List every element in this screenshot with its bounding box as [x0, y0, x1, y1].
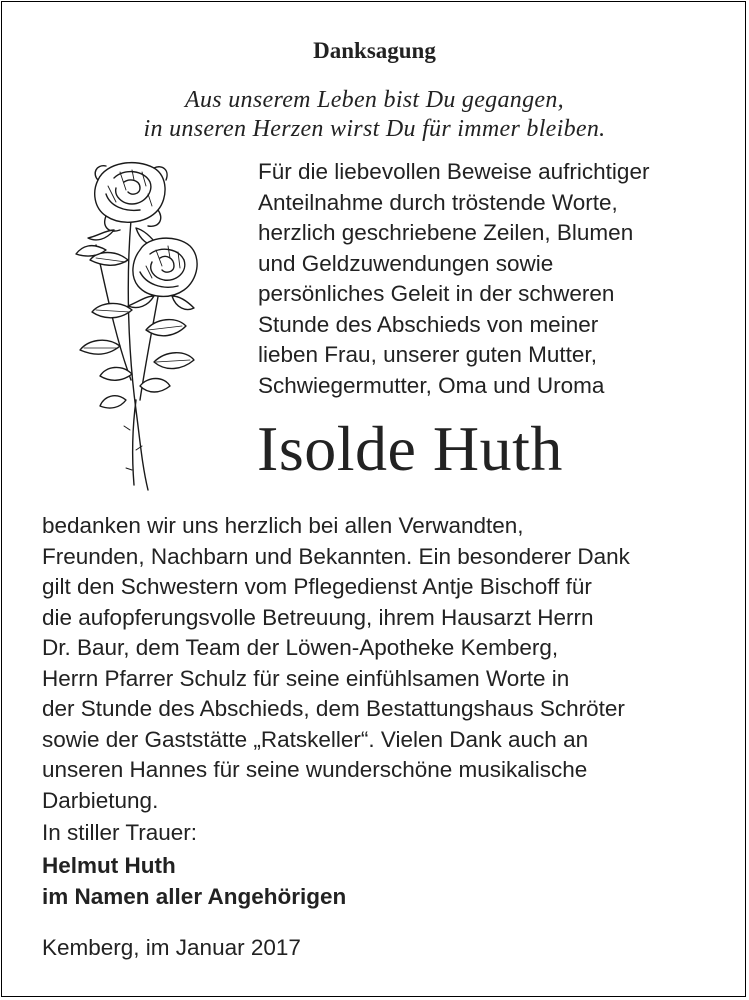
intro-line: Schwiegermutter, Oma und Uroma [258, 372, 605, 398]
intro-paragraph [258, 157, 728, 401]
body-line: Freunden, Nachbarn und Bekannten. Ein besonderer Dank [42, 543, 630, 569]
intro-line: Anteilnahme durch tröstende Worte, [258, 189, 618, 215]
rose-illustration [36, 150, 206, 495]
intro-line: Stunde des Abschieds von meiner [258, 311, 599, 337]
body-line: sowie der Gaststätte „Ratskeller“. Vielen Dank auch an [42, 726, 589, 752]
signature-name: Helmut Huth [42, 853, 176, 878]
notice-heading: Danksagung [313, 38, 436, 63]
motto-line-2: in unseren Herzen wirst Du für immer bleiben. [143, 116, 606, 142]
place-date: Kemberg, im Januar 2017 [42, 935, 301, 960]
intro-line: persönliches Geleit in der schweren [258, 281, 615, 306]
body-line: unseren Hannes für seine wunderschöne musikalische [42, 757, 588, 782]
motto-line-1: Aus unserem Leben bist Du gegangen, [185, 87, 564, 113]
intro-line: Für die liebevollen Beweise aufrichtiger [258, 159, 650, 184]
body-line: die aufopferungsvolle Betreuung, ihrem Hausarzt Herrn [42, 604, 594, 630]
body-line: der Stunde des Abschieds, dem Bestattungshaus Schröter [42, 696, 625, 721]
signature-on-behalf: im Namen aller Angehörigen [42, 884, 347, 909]
intro-line: lieben Frau, unserer guten Mutter, [258, 342, 597, 367]
body-line: gilt den Schwestern vom Pflegedienst Antje Bischoff für [42, 574, 592, 599]
body-line: bedanken wir uns herzlich bei allen Verwandten, [42, 513, 524, 538]
body-line: Darbietung. [42, 787, 159, 813]
body-line: Dr. Baur, dem Team der Löwen-Apotheke Kemberg, [42, 635, 559, 660]
thanks-paragraph [42, 511, 732, 816]
signature-intro: In stiller Trauer: [42, 820, 198, 845]
deceased-name: Isolde Huth [257, 413, 563, 484]
body-line: Herrn Pfarrer Schulz für seine einfühlsamen Worte in [42, 665, 570, 691]
intro-line: herzlich geschriebene Zeilen, Blumen [258, 220, 634, 245]
intro-line: und Geldzuwendungen sowie [258, 250, 554, 276]
